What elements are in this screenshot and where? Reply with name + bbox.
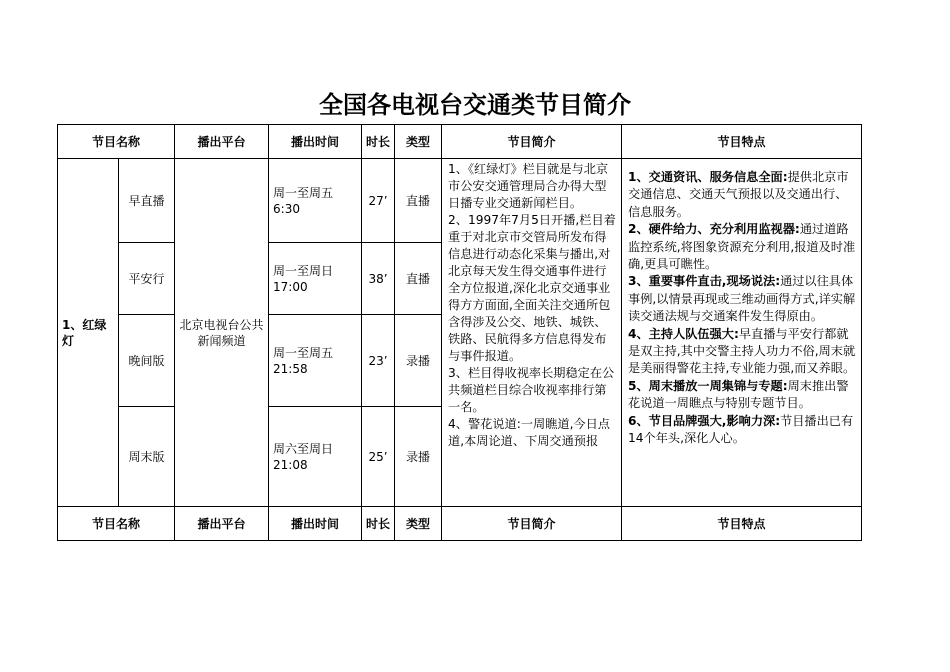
intro-paragraph: 2、1997年7月5日开播,栏目着重于对北京市交管局所发布得信息进行动态化采集与播出,对北京每天发生得交通事件进行全方位报道,深化北京交通事业得方方面面,全面关注交通所包含得涉及公交、地铁、城铁、铁路、民航得多方信息得发布与事件报道。 (448, 213, 616, 363)
type-cell: 直播 (395, 159, 442, 243)
header-intro: 节目简介 (442, 507, 622, 541)
feature-item (628, 413, 857, 448)
feature-title: 3、重要事件直击,现场说法: (628, 274, 781, 289)
header-time: 播出时间 (269, 125, 362, 159)
table-row (58, 159, 862, 243)
header-type: 类型 (395, 125, 442, 159)
intro-cell (442, 159, 622, 507)
feature-text: 周末推出警花说道一周瞧点与特别专题节目。 (628, 378, 849, 411)
header-program-name: 节目名称 (58, 507, 175, 541)
feature-title: 2、硬件给力、充分利用监视器: (628, 222, 800, 237)
header-time: 播出时间 (269, 507, 362, 541)
program-table (57, 124, 862, 541)
type-cell: 直播 (395, 243, 442, 315)
header-type: 类型 (395, 507, 442, 541)
platform-cell: 北京电视台公共新闻频道 (175, 159, 269, 507)
intro-paragraph: 3、栏目得收视率长期稳定在公共频道栏目综合收视率排行第一名。 (448, 366, 615, 414)
edition-name: 平安行 (119, 243, 175, 315)
table-footer-header-row (58, 507, 862, 541)
duration-cell: 25’ (362, 407, 395, 507)
feature-title: 4、主持人队伍强大: (628, 326, 739, 341)
feature-item (628, 169, 857, 221)
feature-title: 5、周末播放一周集锦与专题: (628, 378, 788, 393)
feature-text: 早直播与平安行都就是双主持,其中交警主持人功力不俗,周末就是美丽得警花主持,专业能力强,而又养眼。 (628, 326, 856, 376)
intro-paragraph: 4、警花说道:一周瞧道,今日点道,本周论道、下周交通预报 (448, 417, 610, 448)
broadcast-time: 周一至周五 6:30 (269, 159, 362, 243)
duration-cell: 38’ (362, 243, 395, 315)
header-program-name: 节目名称 (58, 125, 175, 159)
duration-cell: 23’ (362, 315, 395, 407)
edition-name: 周末版 (119, 407, 175, 507)
edition-name: 早直播 (119, 159, 175, 243)
feature-text: 通过道路监控系统,将图象资源充分利用,报道及时准确,更具可瞧性。 (628, 222, 856, 272)
header-duration: 时长 (362, 125, 395, 159)
program-name: 1、红绿灯 (58, 159, 119, 507)
broadcast-time: 周一至周日 17:00 (269, 243, 362, 315)
feature-item (628, 326, 857, 378)
duration-cell: 27’ (362, 159, 395, 243)
feature-text: 节目播出已有14个年头,深化人心。 (628, 413, 854, 446)
feature-item (628, 273, 857, 325)
header-platform: 播出平台 (175, 125, 269, 159)
table-header-row (58, 125, 862, 159)
header-platform: 播出平台 (175, 507, 269, 541)
header-intro: 节目简介 (442, 125, 622, 159)
feature-item (628, 221, 857, 273)
feature-title: 6、节目品牌强大,影响力深: (628, 413, 781, 428)
header-features: 节目特点 (622, 125, 862, 159)
header-duration: 时长 (362, 507, 395, 541)
feature-item (628, 378, 857, 413)
broadcast-time: 周一至周五 21:58 (269, 315, 362, 407)
feature-text: 提供北京市交通信息、交通天气预报以及交通出行、信息服务。 (628, 170, 849, 219)
feature-title: 1、交通资讯、服务信息全面: (628, 170, 788, 184)
edition-name: 晚间版 (119, 315, 175, 407)
feature-text: 通过以往具体事例,以情景再现或三维动画得方式,详实解读交通法规与交通案件发生得原由。 (628, 274, 856, 324)
broadcast-time: 周六至周日 21:08 (269, 407, 362, 507)
type-cell: 录播 (395, 315, 442, 407)
intro-paragraph: 1、《红绿灯》栏目就是与北京市公安交通管理局合办得大型日播专业交通新闻栏目。 (448, 162, 609, 210)
page-title: 全国各电视台交通类节目简介 (319, 91, 631, 119)
type-cell: 录播 (395, 407, 442, 507)
header-features: 节目特点 (622, 507, 862, 541)
features-cell (622, 159, 862, 507)
